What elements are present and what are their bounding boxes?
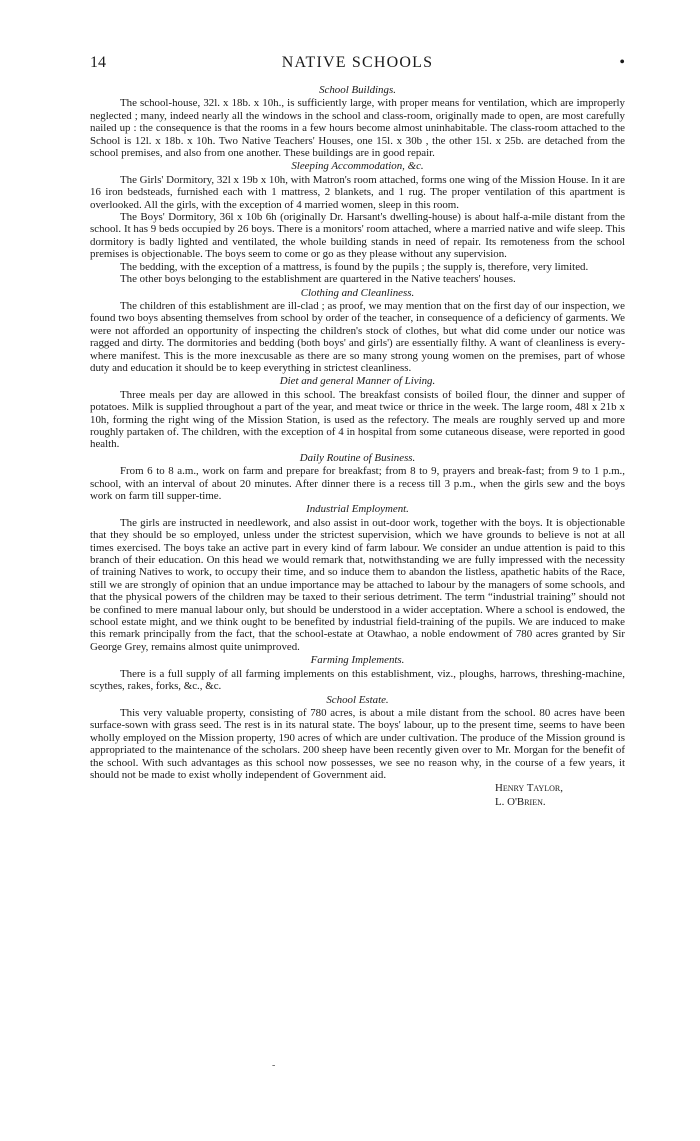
paragraph: This very valuable property, consisting of 780 acres, is about a mile distant from the school. 80 acres have been surface-sown with grass seed. The rest is in its natural state. The boys' labour, up to the present time, seems to have been wholly employed on the Mission property, 190 acres of which are under cultivation. The produce of the Mission ground is appropriated to the maintenance of the scholars. 200 sheep have been recently given over to Mr. Morgan for the benefit of the school. With such advantages as this school now possesses, we see no reason why, in the course of a few years, it should not be made to exist wholly independent of Government aid. <box>90 706 625 781</box>
page-number: 14 <box>90 54 106 71</box>
section-heading: School Estate. <box>326 693 389 706</box>
section-heading: Daily Routine of Business. <box>299 451 416 464</box>
paragraph: From 6 to 8 a.m., work on farm and prepare for breakfast; from 8 to 9, prayers and break-fast; from 9 to 1 p.m., school, with an interval of about 20 minutes. After dinner there is a recess till 3 p.m., when the girls sew and the boys work on farm till supper-time. <box>90 465 625 502</box>
paragraph: There is a full supply of all farming implements on this establishment, viz., ploughs, harrows, threshing-machine, scythes, rakes, forks, &c., &c. <box>90 667 625 693</box>
header-mark: • <box>619 54 625 71</box>
paragraph: The children of this establishment are ill-clad ; as proof, we may mention that on the first day of our inspection, we found two boys absenting themselves from school by order of the teacher, in consequence of a deficiency of garments. We were not afforded an opportunity of inspecting the children's stock of clothes, but what did come under our notice was ragged and dirty. The dormitories and bedding (both boys' and girls') are essentially filthy. A want of cleanliness is every-where manifest. This is the more inexcusable as there are so many strong young women on the premises, part of whose duty and education it should be to keep everything in strictest cleanliness. <box>90 299 625 374</box>
document-body <box>90 83 625 809</box>
section-heading: Diet and general Manner of Living. <box>279 375 436 388</box>
paragraph: The Girls' Dormitory, 32l x 19b x 10h, with Matron's room attached, forms one wing of the Mission House. In it are 16 iron bedsteads, furnished each with 1 mattress, 2 blankets, and 1 rug. The proper ventilation of this apartment is overlooked. All the girls, with the exception of 4 married women, sleep in this room. <box>90 173 626 211</box>
signature-line: Henry Taylor, <box>495 782 563 795</box>
section-heading: School Buildings. <box>319 84 396 96</box>
paragraph: The Boys' Dormitory, 36l x 10b 6h (originally Dr. Harsant's dwelling-house) is about half-a-mile distant from the school. It has 9 beds occupied by 26 boys. There is a monitors' room attached, where a married native and wife sleep. This dormitory is badly lighted and ventilated, the whole building stands in need of repair. Its remoteness from the school premises is objectionable. The boys seem to come or go as they please without any supervision. <box>90 211 625 261</box>
running-title: NATIVE SCHOOLS <box>281 54 434 71</box>
section-heading: Sleeping Accommodation, &c. <box>291 160 424 173</box>
paragraph: The school-house, 32l. x 18b. x 10h., is sufficiently large, with proper means for ventilation, which are improperly neglected ; many, indeed nearly all the windows in the school and class-room, originally made to open, are most carefully nailed up : the consequence is that the rooms in a few hours become almost uninhabitable. The class-room attached to the School is 12l. x 18b. x 10h. Two Native Teachers' Houses, one 15l. x 30b , the other 15l. x 25b. are detached from the school premises, and also from one another. These buildings are in good repair. <box>90 97 625 160</box>
section-heading: Industrial Employment. <box>306 503 409 516</box>
footer-mark: - <box>272 1060 276 1071</box>
paragraph: The other boys belonging to the establishment are quartered in the Native teachers' houses. <box>120 273 516 286</box>
paragraph: The girls are instructed in needlework, and also assist in out-door work, together with the boys. It is objectionable that they should be so employed, unless under the strictest supervision, which we have grounds to believe is not at all times exercised. The boys take an active part in every kind of farm labour. We consider an undue attention is paid to this branch of their education. On this head we would remark that, notwithstanding we are fully impressed with the necessity of training Natives to work, to occupy their time, and so induce them to abandon the listless, apathetic habits of the Race, still we are strongly of opinion that an undue importance may be attached to labour by the managers of some schools, and that the physical powers of the children may be taxed to their serious detriment. The term “industrial training” should not be confined to mere manual labour only, but should be understood in a wider acceptation. Where a school is endowed, the school estate might, and we think ought to be benefited by industrial field-training of the pupils. We are induced to make this remark principally from the fact, that the school-estate at Otawhao, a noble endowment of 780 acres granted by Sir George Grey, remains almost quite unimproved. <box>90 516 625 653</box>
page-header <box>90 54 625 74</box>
section-heading: Clothing and Cleanliness. <box>300 286 415 299</box>
paragraph: The bedding, with the exception of a mattress, is found by the pupils ; the supply is, therefore, very limited. <box>120 260 589 273</box>
section-heading: Farming Implements. <box>310 654 405 667</box>
signature-line: L. O'Brien. <box>495 795 546 808</box>
paragraph: Three meals per day are allowed in this school. The breakfast consists of boiled flour, the dinner and supper of potatoes. Milk is supplied throughout a part of the year, and meat twice or thrice in the week. The large room, 48l x 21b x 10h, forming the right wing of the Mission Station, is used as the refectory. The meals are roughly served up and more roughly partaken of. The children, with the exception of 4 in hospital from some cutaneous disease, were reported in good health. <box>90 388 625 451</box>
